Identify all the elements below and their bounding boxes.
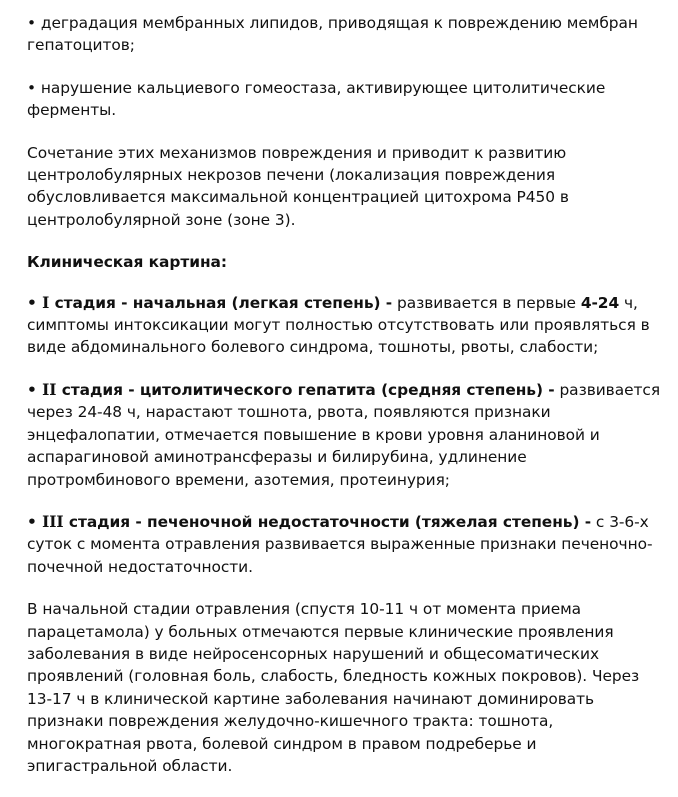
stage-3-item <box>27 511 667 578</box>
stage-1-item <box>27 292 667 359</box>
stage-3-bullet: • <box>27 512 37 531</box>
stage-2-bullet: • <box>27 380 37 399</box>
stage-1-description: ч, симптомы интоксикации могут полностью отсутствовать или проявляться в виде абдоминального болевого синдрома, тошноты, рвоты, слабости; <box>27 293 650 357</box>
stage-3-title: стадия - печеночной недостаточности (тяжелая степень) - <box>63 512 592 531</box>
stage-2-description: развивается через 24-48 ч, нарастают тошнота, рвота, появляются признаки энцефалопатии, отмечается повышение в крови уровня аланиновой и аспарагиновой аминотрансферазы и билирубина, удлинение протромбинового времени, азотемия, протеинурия; <box>27 380 661 489</box>
stage-2-title: стадия - цитолитического гепатита (средняя степень) - <box>56 380 555 399</box>
stage-3-description: с 3-6-х суток с момента отравления развивается выраженные признаки печеночно-почечной недостаточности. <box>27 512 653 576</box>
stage-1-roman: I <box>36 293 50 312</box>
paragraph-mechanisms-combination: Сочетание этих механизмов повреждения и приводит к развитию центролобулярных некрозов печени (локализация повреждения обусловливается максимальной концентрацией цитохрома Р450 в центролобулярной зоне (зоне 3). <box>27 143 569 229</box>
document-body <box>27 12 667 797</box>
stage-2-item <box>27 379 667 491</box>
stage-1-lead: развивается в первые <box>392 293 581 312</box>
stage-1-bullet: • <box>27 293 37 312</box>
stage-1-hours: 4-24 <box>580 293 620 312</box>
bullet-calcium-homeostasis: • нарушение кальциевого гомеостаза, активирующее цитолитические ферменты. <box>27 78 606 120</box>
paragraph-initial-stage: В начальной стадии отравления (спустя 10-11 ч от момента приема парацетамола) у больных отмечаются первые клинические проявления заболевания в виде нейросенсорных нарушений и общесоматических проявлений (головная боль, слабость, бледность кожных покровов). Через 13-17 ч в клинической картине заболевания начинают доминировать признаки повреждения желудочно-кишечного тракта: тошнота, многократная рвота, болевой синдром в правом подреберье и эпигастральной области. <box>27 600 640 775</box>
bullet-membrane-lipids: • деградация мембранных липидов, приводящая к повреждению мембран гепатоцитов; <box>27 14 638 55</box>
stage-2-roman: II <box>36 380 57 399</box>
clinical-picture-heading <box>27 251 667 273</box>
stage-3-roman: III <box>36 512 64 531</box>
stage-1-title: стадия - начальная (легкая степень) - <box>49 293 393 312</box>
clinical-picture-heading-text: Клиническая картина: <box>27 253 227 272</box>
